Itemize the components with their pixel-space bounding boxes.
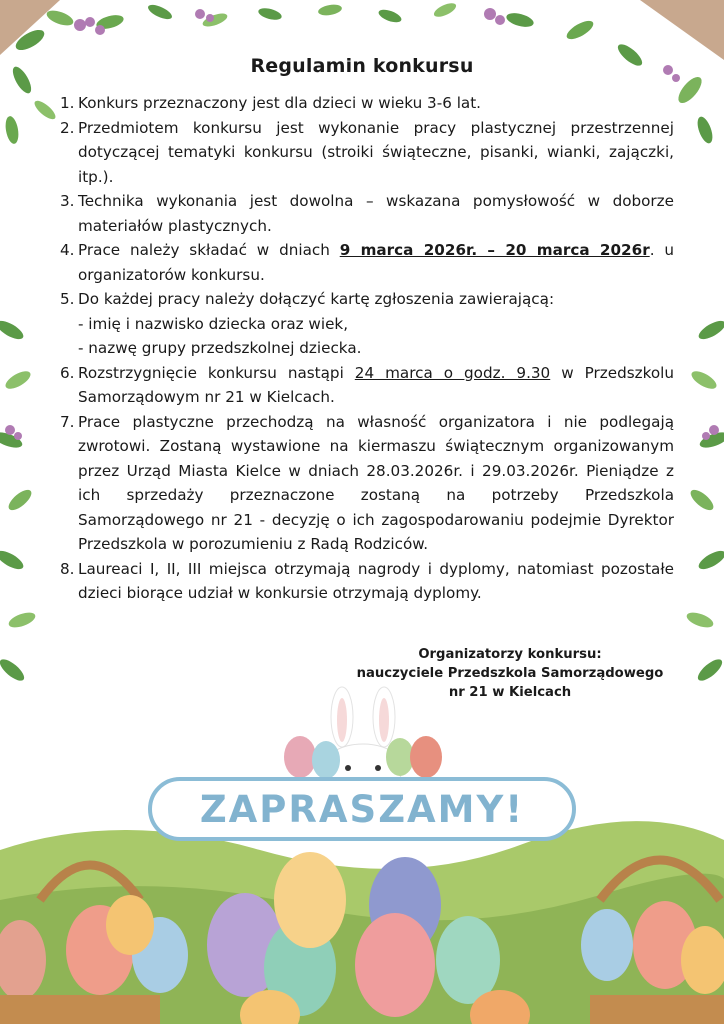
rule-text: Prace należy składać w dniach bbox=[78, 241, 340, 259]
rule-text: Przedmiotem konkursu jest wykonanie pracy plastycznej przestrzennej dotyczącej tematyki konkursu (stroiki świąteczne, pisanki, wianki, zajączki, itp.). bbox=[78, 118, 674, 186]
rules-list bbox=[60, 91, 674, 606]
page-title: Regulamin konkursu bbox=[250, 55, 474, 77]
leaf-garland-left bbox=[0, 317, 37, 684]
invitation-banner bbox=[148, 777, 576, 841]
rule-text: Rozstrzygnięcie konkursu nastąpi bbox=[78, 363, 355, 382]
rule-item: 2. Przedmiotem konkursu jest wykonanie pracy plastycznej przestrzennej dotyczącej tematyki konkursu (stroiki świąteczne, pisanki, wianki, zajączki, itp.). bbox=[60, 118, 674, 186]
rule-text: Prace plastyczne przechodzą na własność organizatora i nie podlegają zwrotowi. Zostaną wystawione na kiermaszu świątecznym organizowanym przez Urząd Miasta Kielce w dniach 28.03.2026r. i 29.03.2026r. Pieniądze z ich sprzedaży przeznaczone zostaną na potrzeby Przedszkola Samorządowego nr 21 - decyzję o ich zagospodarowaniu podejmie Dyrektor Przedszkola w porozumieniu z Radą Rodziców. bbox=[78, 412, 674, 553]
rule-text: Do każdej pracy należy dołączyć kartę zgłoszenia zawierającą: bbox=[78, 290, 555, 308]
rule-item: 7. Prace plastyczne przechodzą na własność organizatora i nie podlegają zwrotowi. Zostaną wystawione na kiermaszu świątecznym organizowanym przez Urząd Miasta Kielce w dniach 28.03.2026r. i 29.03.2026r. Pieniądze z ich sprzedaży przeznaczone zostaną na potrzeby Przedszkola Samorządowego nr 21 - decyzję o ich zagospodarowaniu podejmie Dyrektor Przedszkola w porozumieniu z Radą Rodziców. bbox=[60, 412, 674, 553]
corner-paper-top-right bbox=[640, 0, 724, 60]
rule-item: 4. Prace należy składać w dniach 9 marca 2026r. – 20 marca 2026r. u organizatorów konkursu. bbox=[60, 241, 674, 284]
rule-text: Konkurs przeznaczony jest dla dzieci w wieku 3-6 lat. bbox=[78, 94, 482, 112]
rule-item: 8. Laureaci I, II, III miejsca otrzymają nagrody i dyplomy, natomiast pozostałe dzieci biorące udział w konkursie otrzymają dyplomy. bbox=[60, 559, 674, 602]
rule-item: 5. Do każdej pracy należy dołączyć kartę zgłoszenia zawierającą: - imię i nazwisko dziecka oraz wiek, - nazwę grupy przedszkolnej dziecka. bbox=[60, 287, 674, 361]
rule-text: Laureaci I, II, III miejsca otrzymają nagrody i dyplomy, natomiast pozostałe dzieci biorące udział w konkursie otrzymają dyplomy. bbox=[78, 559, 674, 602]
results-date: 24 marca o godz. 9.30 bbox=[354, 363, 551, 382]
organizers-signature: Organizatorzy konkursu: nauczyciele Przedszkola Samorządowego nr 21 w Kielcach bbox=[356, 647, 664, 700]
rule-item: 3. Technika wykonania jest dowolna – wskazana pomysłowość w doborze materiałów plastycznych. bbox=[60, 192, 674, 235]
leaf-garland-right bbox=[685, 317, 724, 684]
rule-text: Technika wykonania jest dowolna – wskazana pomysłowość w doborze materiałów plastycznych. bbox=[78, 192, 674, 235]
invitation-text: ZAPRASZAMY! bbox=[199, 787, 525, 831]
rule-item: 6. Rozstrzygnięcie konkursu nastąpi 24 marca o godz. 9.30 w Przedszkolu Samorządowym nr 21 w Kielcach. bbox=[60, 363, 674, 406]
rule-item: 1. Konkurs przeznaczony jest dla dzieci w wieku 3-6 lat. bbox=[60, 94, 482, 112]
submission-dates: 9 marca 2026r. – 20 marca 2026r bbox=[339, 241, 650, 259]
rule-subitem: - imię i nazwisko dziecka oraz wiek, bbox=[78, 314, 349, 333]
rule-subitem: - nazwę grupy przedszkolnej dziecka. bbox=[78, 339, 362, 357]
